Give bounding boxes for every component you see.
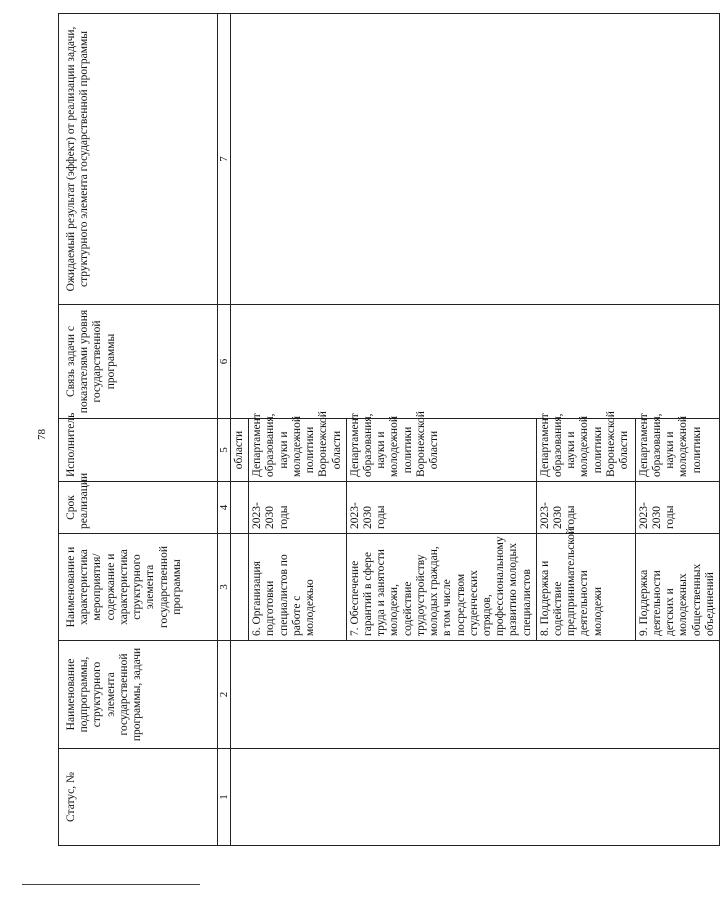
page-number: 78 [36, 429, 48, 440]
status-cell [231, 749, 720, 846]
program-table [58, 13, 720, 846]
header-expected-result: Ожидаемый результат (эффект) от реализации задачи, структурного элемента государственной программы [59, 14, 218, 305]
footnote-divider [22, 884, 200, 885]
column-number-row [218, 14, 231, 846]
term-cell [231, 482, 249, 534]
column-number: 7 [218, 14, 231, 305]
executor-cell: области [231, 419, 249, 482]
column-number: 2 [218, 641, 231, 749]
rotated-table-container [58, 14, 716, 846]
header-activity: Наименование и характеристика мероприятия/содержание и характеристика структурного элемента государственной программы [59, 534, 218, 641]
header-row [59, 14, 218, 846]
column-number: 6 [218, 305, 231, 419]
subprogram-cell [231, 641, 720, 749]
header-status: Статус, № [59, 749, 218, 846]
activity-cell [231, 534, 249, 641]
executor-cell: Департамент образования, науки и молодежной политики Воронежской области [536, 419, 635, 482]
expected-result-cell [231, 14, 720, 305]
column-number: 1 [218, 749, 231, 846]
term-cell: 2023-2030 годы [249, 482, 347, 534]
term-cell: 2023-2030 годы [536, 482, 635, 534]
executor-cell: Департамент образования, науки и молодежной политики Воронежской области [249, 419, 347, 482]
term-cell: 2023-2030 годы [635, 482, 719, 534]
column-number: 5 [218, 419, 231, 482]
column-number: 4 [218, 482, 231, 534]
table-row [231, 14, 249, 846]
header-indicator-link: Связь задачи с показателями уровня государственной программы [59, 305, 218, 419]
header-term: Срок реализации [59, 482, 218, 534]
table-wrapper [58, 14, 716, 846]
column-number: 3 [218, 534, 231, 641]
executor-cell: Департамент образования, науки и молодежной политики [635, 419, 719, 482]
indicator-link-cell [231, 305, 720, 419]
executor-cell: Департамент образования, науки и молодежной политики Воронежской области [346, 419, 536, 482]
activity-cell: 8. Поддержка и содействие предпринимательской деятельности молодежи [536, 534, 635, 641]
header-subprogram: Наименование подпрограммы, структурного элемента государственной программы, задачи [59, 641, 218, 749]
term-cell: 2023-2030 годы [346, 482, 536, 534]
header-executor: Исполнитель [59, 419, 218, 482]
activity-cell: 9. Поддержка деятельности детских и молодежных общественных объединений [635, 534, 719, 641]
activity-cell: 6. Организация подготовки специалистов по работе с молодежью [249, 534, 347, 641]
activity-cell: 7. Обеспечение гарантий в сфере труда и занятости молодежи, содействие трудоустройству молодых граждан, в том числе посредством студенческих отрядов, профессиональному развитию молодых специалистов [346, 534, 536, 641]
